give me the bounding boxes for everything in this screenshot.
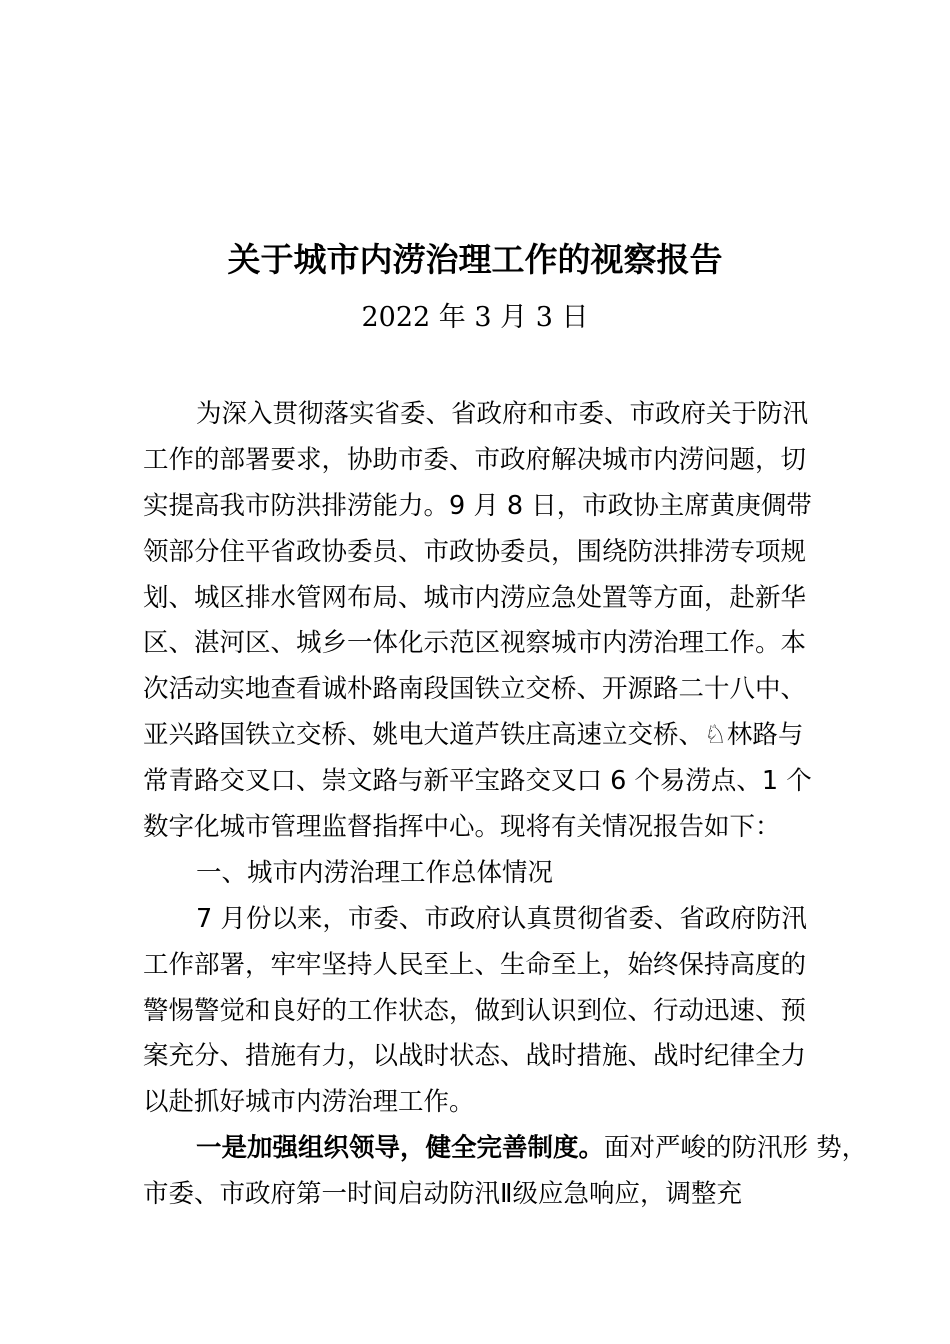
body-line: 领部分住平省政协委员、市政协委员，围绕防洪排涝专项规 [143, 536, 807, 567]
body-line: 市委、市政府第一时间启动防汛Ⅱ级应急响应，调整充 [143, 1179, 743, 1210]
body-line: 工作部署，牢牢坚持人民至上、生命至上，始终保持高度的 [143, 949, 807, 980]
report-date: 2022 年 3 月 3 日 [361, 302, 589, 333]
body-line: 亚兴路国铁立交桥、姚电大道芦铁庄高速立交桥、♘林路与 [143, 720, 804, 751]
report-body [143, 392, 868, 1218]
body-line: 警惕警觉和良好的工作状态，做到认识到位、行动迅速、预 [143, 995, 807, 1026]
section-heading: 一、城市内涝治理工作总体情况 [196, 857, 554, 888]
body-line: 次活动实地查看诚朴路南段国铁立交桥、开源路二十八中、 [143, 674, 807, 705]
page-title: 关于城市内涝治理工作的视察报告 [227, 240, 723, 279]
body-line-bold-lead [143, 1126, 868, 1172]
body-line: 实提高我市防洪排涝能力。9 月 8 日，市政协主席黄庚倜带 [143, 490, 812, 521]
body-line: 7 月份以来，市委、市政府认真贯彻省委、省政府防汛 [196, 903, 807, 934]
lead-rest-text: 面对严峻的防汛形 势， [604, 1133, 868, 1164]
body-line: 为深入贯彻落实省委、省政府和市委、市政府关于防汛 [196, 399, 809, 429]
body-line: 数字化城市管理监督指挥中心。现将有关情况报告如下： [143, 812, 781, 843]
body-line: 划、城区排水管网布局、城市内涝应急处置等方面，赴新华 [143, 582, 807, 613]
body-line: 区、湛河区、城乡一体化示范区视察城市内涝治理工作。本 [143, 628, 807, 659]
bold-lead-text: 一是加强组织领导，健全完善制度。 [196, 1133, 605, 1164]
body-line: 常青路交叉口、崇文路与新平宝路交叉口 6 个易涝点、1 个 [143, 766, 812, 797]
body-line: 工作的部署要求，协助市委、市政府解决城市内涝问题，切 [143, 444, 807, 475]
body-line: 案充分、措施有力，以战时状态、战时措施、战时纪律全力 [143, 1041, 807, 1072]
body-line: 以赴抓好城市内涝治理工作。 [143, 1087, 475, 1118]
